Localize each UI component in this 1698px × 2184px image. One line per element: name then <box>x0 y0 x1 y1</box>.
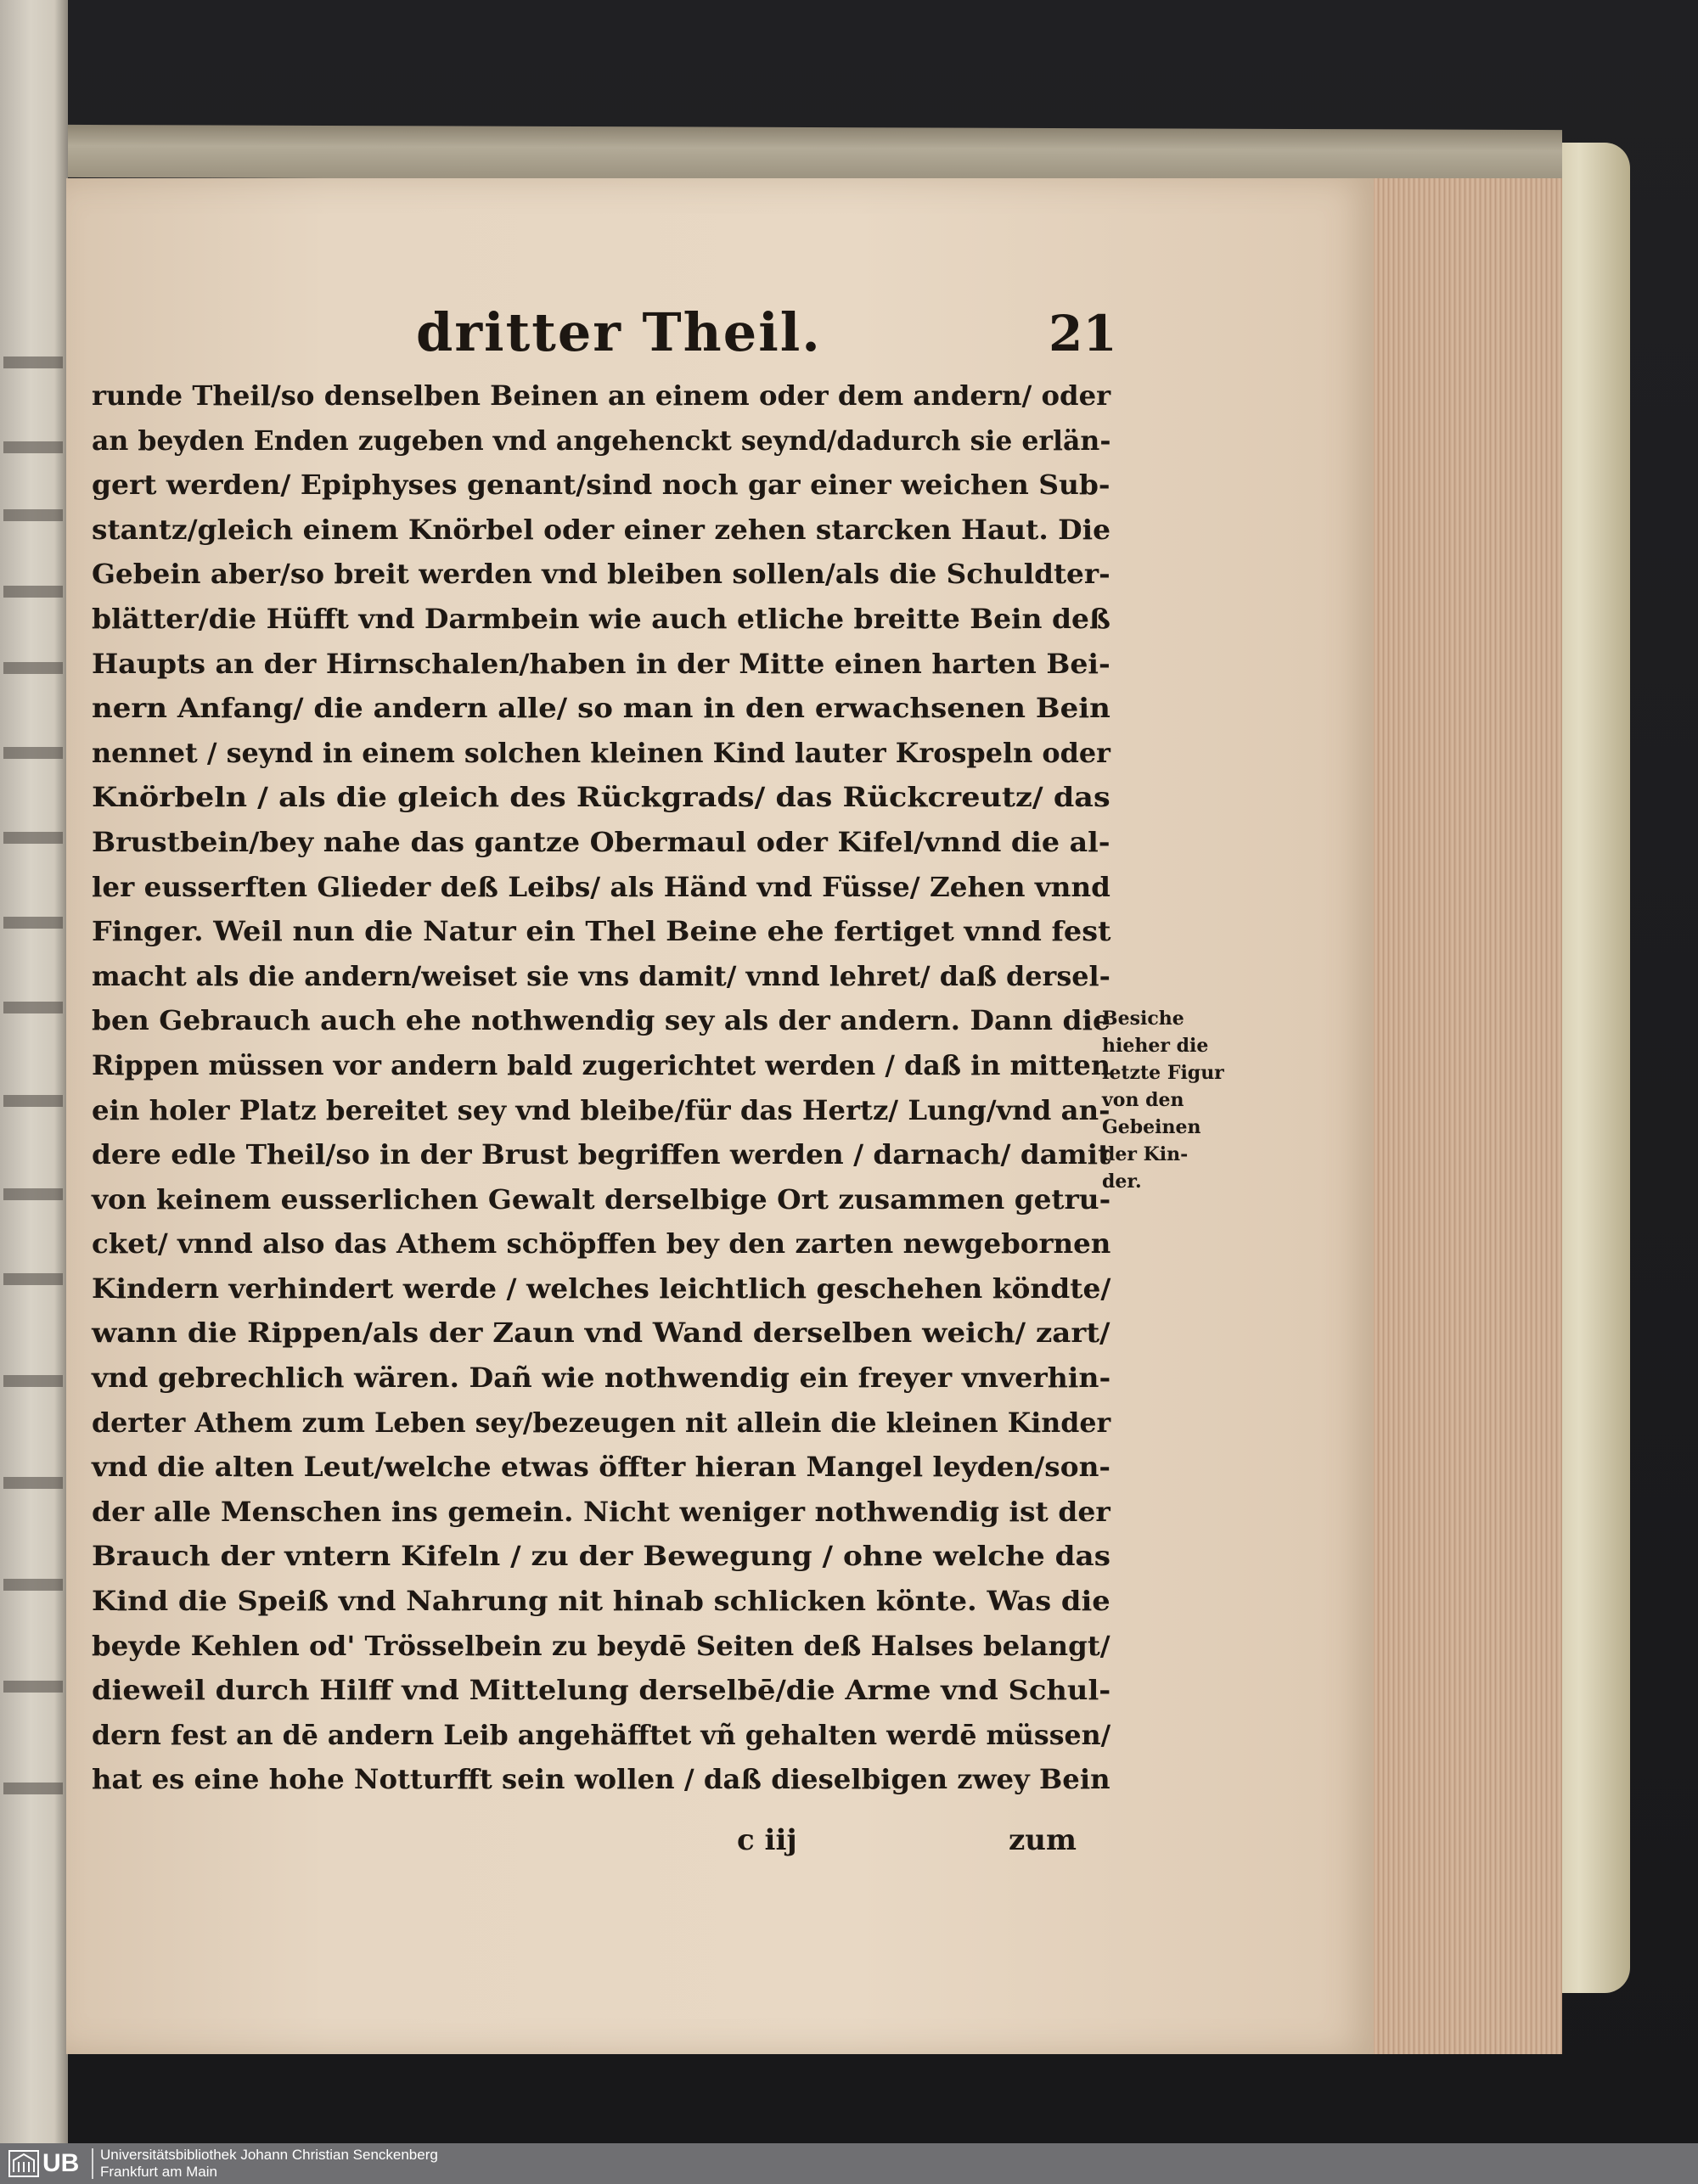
text-line: ein holer Platz bereitet sey vnd bleibe/für das Hertz/ Lung/vnd an- <box>92 1093 1110 1126</box>
text-line: ben Gebrauch auch ehe nothwendig sey als der andern. Dann die <box>92 1004 1110 1037</box>
body-text <box>92 373 1110 1802</box>
text-line: von keinem eusserlichen Gewalt derselbige Ort zusammen getru- <box>92 1182 1111 1216</box>
institution-city: Frankfurt am Main <box>100 2164 217 2180</box>
margin-note-line: der. <box>1102 1171 1142 1193</box>
institution-name: Universitätsbibliothek Johann Christian Senckenberg <box>100 2147 438 2163</box>
margin-note-line: Besiche <box>1102 1008 1184 1030</box>
text-line: cket/ vnnd also das Athem schöpffen bey den zarten newgebornen <box>92 1227 1111 1260</box>
text-line: Gebein aber/so breit werden vnd bleiben sollen/als die Schuldter- <box>92 558 1110 591</box>
text-line: gert werden/ Epiphyses genant/sind noch gar einer weichen Sub- <box>92 469 1110 502</box>
text-line: runde Theil/so denselben Beinen an einem oder dem andern/ oder <box>92 379 1111 412</box>
text-line: beyde Kehlen od' Trösselbein zu beydē Seiten deß Halses belangt/ <box>92 1629 1110 1662</box>
page-number: 21 <box>1049 305 1117 362</box>
text-line: Knörbeln / als die gleich des Rückgrads/ das Rückcreutz/ das <box>92 781 1110 814</box>
page-fore-edge <box>1358 178 1562 2054</box>
text-line: Brauch der vntern Kifeln / zu der Bewegung / ohne welche das <box>92 1540 1110 1573</box>
margin-note <box>1102 1005 1229 1195</box>
text-line: vnd gebrechlich wären. Dañ wie nothwendig ein freyer vnverhin- <box>92 1361 1111 1395</box>
text-line: Kind die Speiß vnd Nahrung nit hinab schlicken könte. Was die <box>92 1585 1110 1618</box>
text-line: Haupts an der Hirnschalen/haben in der Mitte einen harten Bei- <box>92 647 1110 680</box>
text-line: stantz/gleich einem Knörbel oder einer zehen starcken Haut. Die <box>92 513 1110 546</box>
text-line: dieweil durch Hilff vnd Mittelung derselbē/die Arme vnd Schul- <box>92 1674 1111 1707</box>
text-line: Kindern verhindert werde / welches leichtlich geschehen köndte/ <box>92 1272 1111 1305</box>
ub-logo-text: UB <box>42 2149 80 2177</box>
signature-mark: c iij <box>737 1823 797 1857</box>
text-line: Brustbein/bey nahe das gantze Obermaul oder Kifel/vnnd die al- <box>92 825 1110 858</box>
running-head: dritter Theil. <box>416 301 822 363</box>
left-facing-page-edge <box>0 0 68 2143</box>
page-header <box>416 301 1117 378</box>
margin-note-line: der Kin- <box>1102 1143 1189 1165</box>
margin-note-line: hieher die <box>1102 1035 1209 1057</box>
text-line: dere edle Theil/so in der Brust begriffen werden / darnach/ damit <box>92 1138 1111 1171</box>
text-line: dern fest an dē andern Leib angehäfftet vñ gehalten werdē müssen/ <box>92 1718 1111 1751</box>
catchword: zum <box>1009 1823 1077 1857</box>
text-line: blätter/die Hüfft vnd Darmbein wie auch etliche breitte Bein deß <box>92 602 1110 635</box>
text-line: hat es eine hohe Notturfft sein wollen / daß dieselbigen zwey Bein <box>92 1763 1110 1796</box>
text-line: nern Anfang/ die andern alle/ so man in den erwachsenen Bein <box>92 692 1110 725</box>
margin-note-line: von den <box>1102 1089 1184 1111</box>
library-emblem-icon <box>8 2150 39 2177</box>
text-line: Finger. Weil nun die Natur ein Thel Beine ehe fertiget vnnd fest <box>92 915 1111 948</box>
text-line: an beyden Enden zugeben vnd angehenckt seynd/dadurch sie erlän- <box>92 424 1111 457</box>
margin-note-line: letzte Figur <box>1102 1062 1224 1084</box>
institution-banner <box>0 2143 1698 2184</box>
ub-logo <box>7 2148 93 2179</box>
book-top-edge <box>68 125 1562 182</box>
text-line: wann die Rippen/als der Zaun vnd Wand derselben weich/ zart/ <box>92 1317 1110 1350</box>
margin-note-line: Gebeinen <box>1102 1116 1201 1138</box>
text-line: ler eusserften Glieder deß Leibs/ als Händ vnd Füsse/ Zehen vnnd <box>92 870 1110 903</box>
text-line: vnd die alten Leut/welche etwas öffter hieran Mangel leyden/son- <box>92 1451 1111 1484</box>
text-line: nennet / seynd in einem solchen kleinen Kind lauter Krospeln oder <box>92 736 1110 769</box>
text-line: derter Athem zum Leben sey/bezeugen nit allein die kleinen Kinder <box>92 1406 1111 1439</box>
text-line: der alle Menschen ins gemein. Nicht weniger nothwendig ist der <box>92 1495 1110 1528</box>
text-line: Rippen müssen vor andern bald zugerichtet werden / daß in mitten <box>92 1048 1110 1081</box>
text-line: macht als die andern/weiset sie vns damit/ vnnd lehret/ daß dersel- <box>92 959 1110 992</box>
